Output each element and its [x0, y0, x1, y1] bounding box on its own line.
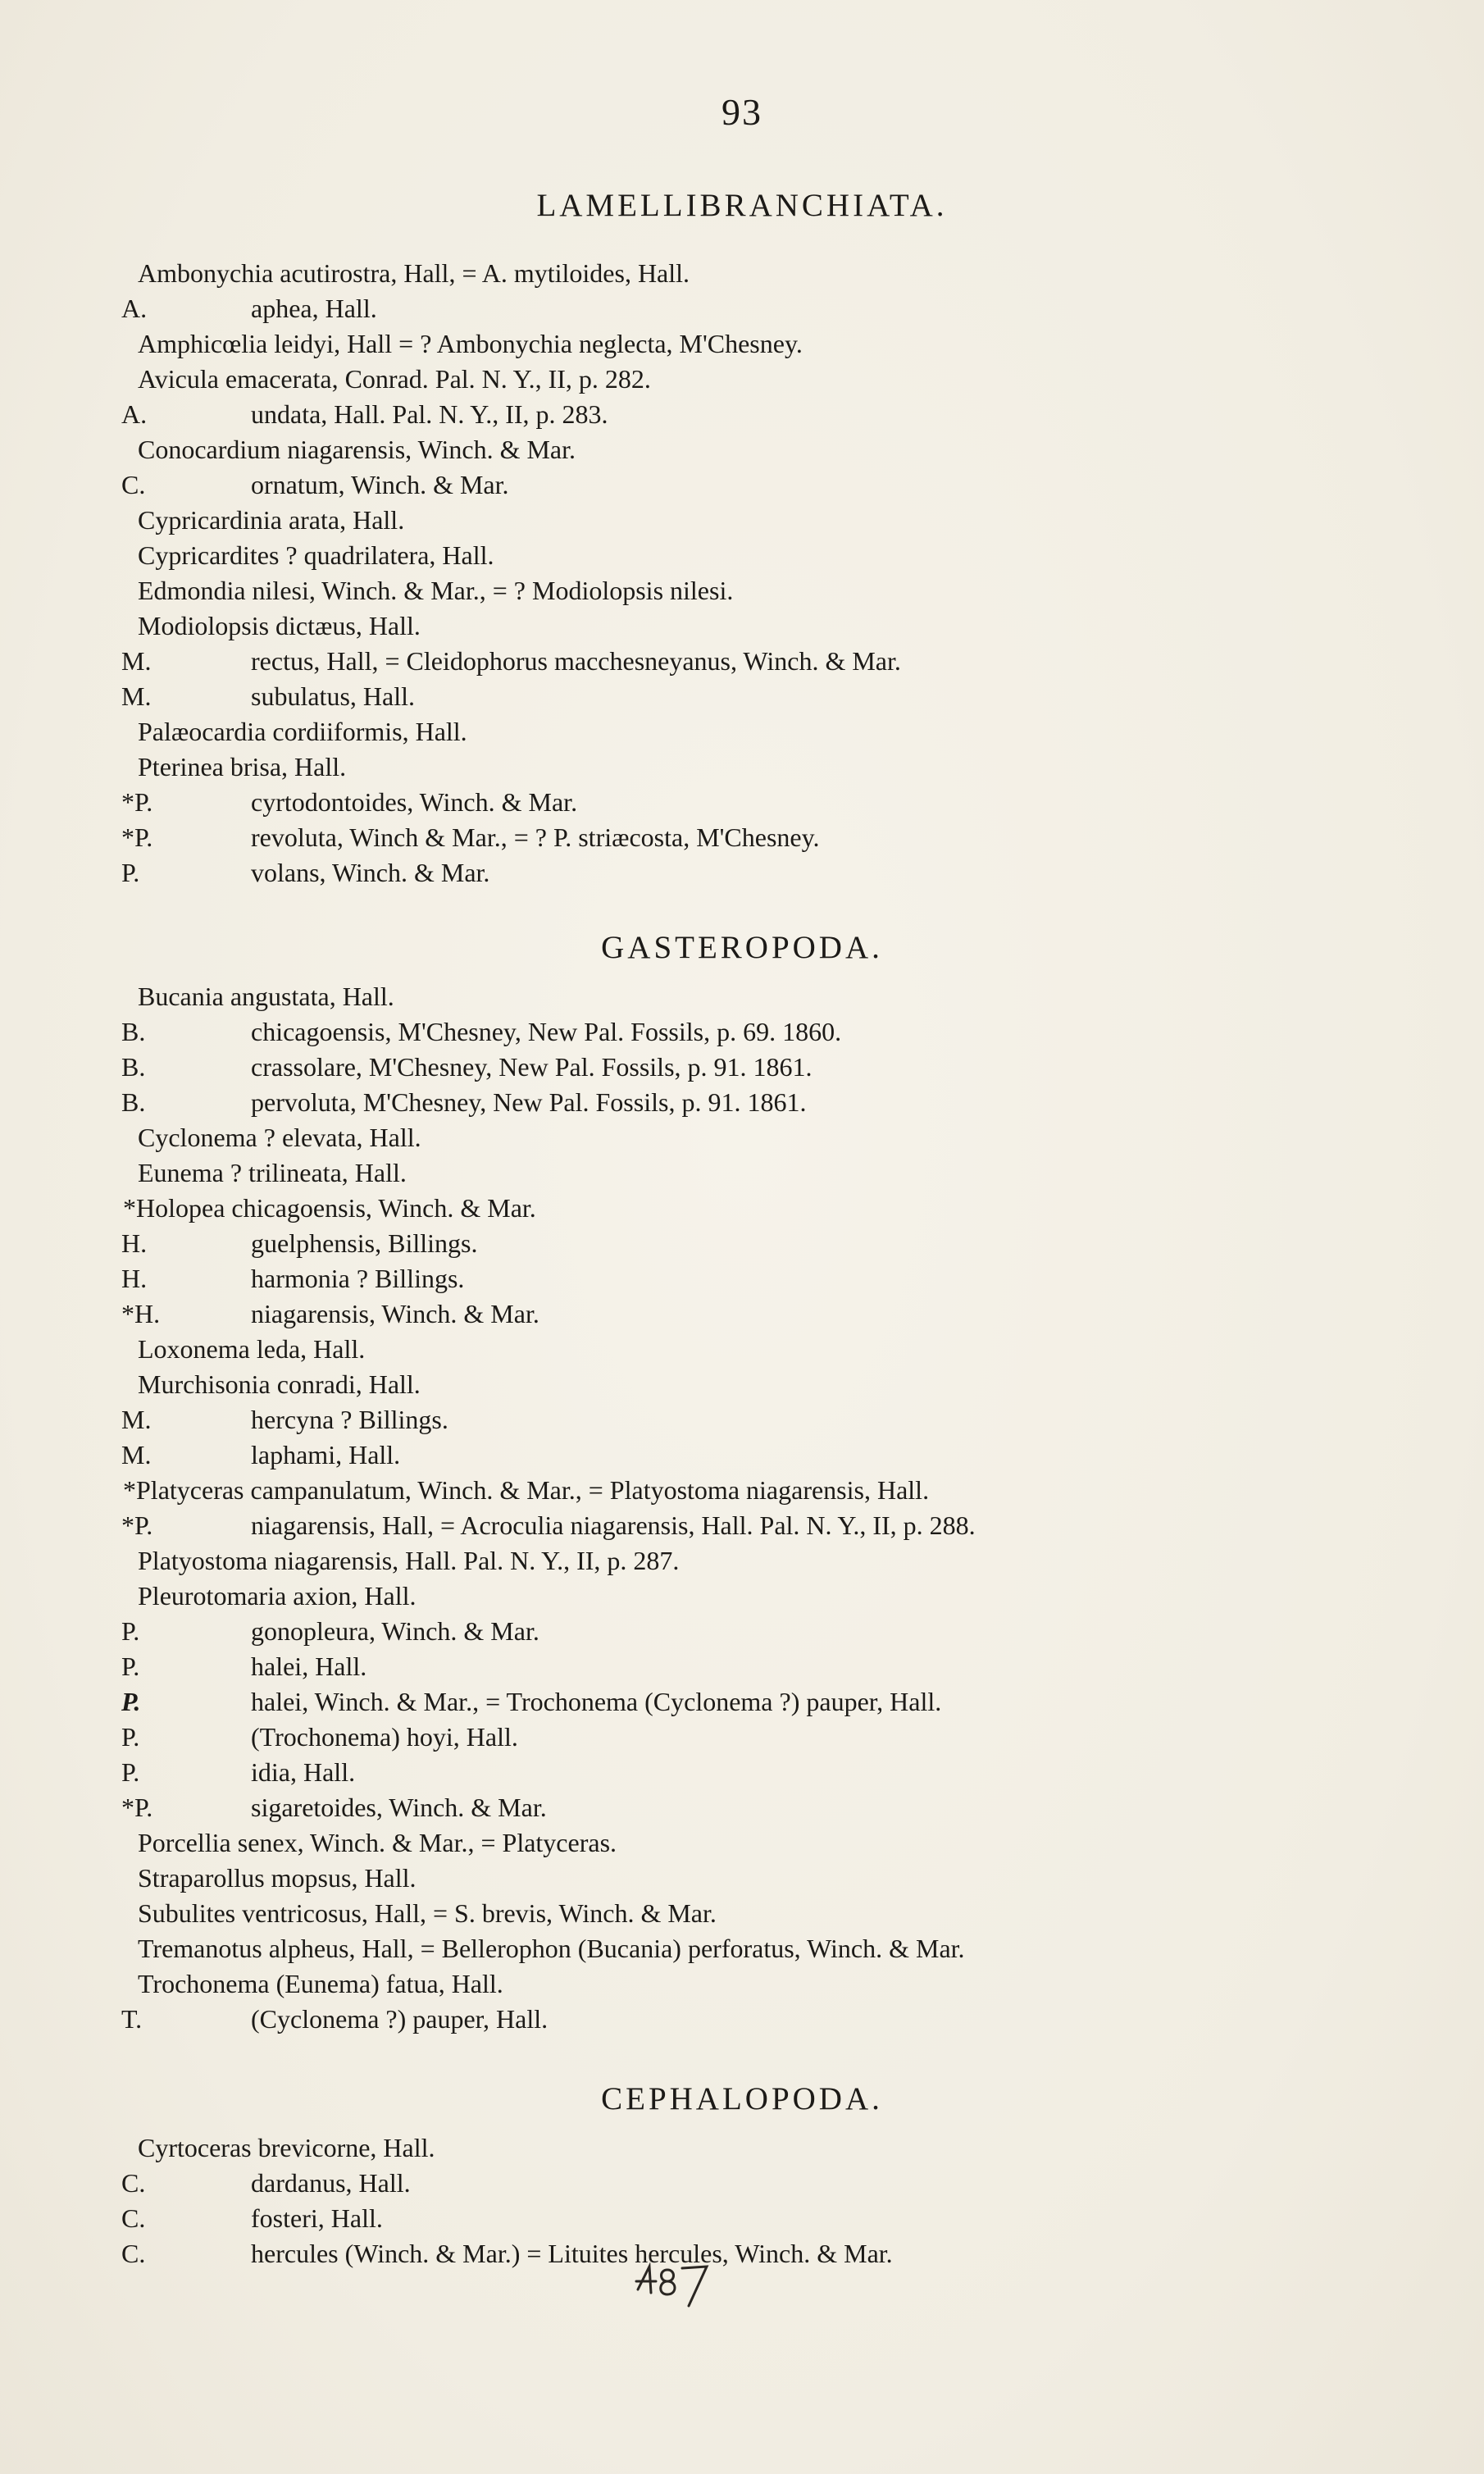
list-item: Amphicœlia leidyi, Hall = ? Ambonychia neglecta, M'Chesney.	[138, 329, 803, 358]
list-item: Porcellia senex, Winch. & Mar., = Platyceras.	[138, 1828, 617, 1857]
list-item: Eunema ? trilineata, Hall.	[138, 1158, 407, 1187]
list-item: *Holopea chicagoensis, Winch. & Mar.	[123, 1193, 536, 1223]
list-item: *P. niagarensis, Hall, = Acroculia niagarensis, Hall. Pal. N. Y., II, p. 288.	[121, 1510, 976, 1540]
list-item: M. hercyna ? Billings.	[121, 1405, 448, 1434]
handwritten-note-icon	[631, 2257, 713, 2309]
list-item: Platyostoma niagarensis, Hall. Pal. N. Y., II, p. 287.	[138, 1546, 680, 1575]
list-item: Trochonema (Eunema) fatua, Hall.	[138, 1969, 503, 1998]
list-item: M. rectus, Hall, = Cleidophorus macchesneyanus, Winch. & Mar.	[121, 646, 901, 676]
list-item: B. crassolare, M'Chesney, New Pal. Fossils, p. 91. 1861.	[121, 1052, 813, 1082]
list-item: Loxonema leda, Hall.	[138, 1334, 366, 1364]
list-item: Modiolopsis dictæus, Hall.	[138, 611, 421, 640]
list-item: *P. sigaretoides, Winch. & Mar.	[121, 1793, 547, 1822]
section-heading-cephalopoda: CEPHALOPODA.	[601, 2081, 883, 2116]
list-item: Murchisonia conradi, Hall.	[138, 1369, 421, 1399]
list-item: B. chicagoensis, M'Chesney, New Pal. Fossils, p. 69. 1860.	[121, 1017, 842, 1046]
list-item: P. gonopleura, Winch. & Mar.	[121, 1616, 539, 1646]
section-heading-gasteropoda: GASTEROPODA.	[601, 930, 883, 965]
list-item: C. hercules (Winch. & Mar.) = Lituites hercules, Winch. & Mar.	[121, 2239, 893, 2268]
list-item: Cyrtoceras brevicorne, Hall.	[138, 2133, 435, 2162]
list-item: Pleurotomaria axion, Hall.	[138, 1581, 417, 1611]
list-item: *P. revoluta, Winch & Mar., = ? P. striæcosta, M'Chesney.	[121, 822, 820, 852]
list-item: P. halei, Hall.	[121, 1652, 367, 1681]
list-item: *Platyceras campanulatum, Winch. & Mar., = Platyostoma niagarensis, Hall.	[123, 1475, 930, 1505]
list-item: Cyclonema ? elevata, Hall.	[138, 1123, 421, 1152]
list-item: A. aphea, Hall.	[121, 294, 377, 323]
list-item: P. (Trochonema) hoyi, Hall.	[121, 1722, 518, 1752]
list-item: C. ornatum, Winch. & Mar.	[121, 470, 509, 499]
list-item: *P. cyrtodontoides, Winch. & Mar.	[121, 787, 578, 817]
list-item: Edmondia nilesi, Winch. & Mar., = ? Modiolopsis nilesi.	[138, 576, 734, 605]
list-item: P. halei, Winch. & Mar., = Trochonema (Cyclonema ?) pauper, Hall.	[121, 1687, 942, 1716]
list-item: Conocardium niagarensis, Winch. & Mar.	[138, 435, 576, 464]
list-item: Subulites ventricosus, Hall, = S. brevis, Winch. & Mar.	[138, 1898, 717, 1928]
list-item: Cypricardites ? quadrilatera, Hall.	[138, 540, 494, 570]
list-item: Pterinea brisa, Hall.	[138, 752, 347, 781]
list-item: C. fosteri, Hall.	[121, 2203, 383, 2233]
list-item: Palæocardia cordiiformis, Hall.	[138, 717, 467, 746]
list-item: T. (Cyclonema ?) pauper, Hall.	[121, 2004, 549, 2034]
list-item: Ambonychia acutirostra, Hall, = A. mytiloides, Hall.	[138, 258, 690, 288]
list-item: M. subulatus, Hall.	[121, 681, 415, 711]
list-item: B. pervoluta, M'Chesney, New Pal. Fossils, p. 91. 1861.	[121, 1087, 807, 1117]
list-item: H. harmonia ? Billings.	[121, 1264, 465, 1293]
list-item: H. guelphensis, Billings.	[121, 1228, 478, 1258]
section-heading-lamellibranchiata: LAMELLIBRANCHIATA.	[536, 188, 948, 223]
list-item: M. laphami, Hall.	[121, 1440, 401, 1469]
list-item: A. undata, Hall. Pal. N. Y., II, p. 283.	[121, 399, 608, 429]
list-item: C. dardanus, Hall.	[121, 2168, 411, 2198]
list-item: Bucania angustata, Hall.	[138, 982, 394, 1011]
list-item: Cypricardinia arata, Hall.	[138, 505, 405, 535]
page-number: 93	[722, 91, 762, 133]
list-item: P. idia, Hall.	[121, 1757, 356, 1787]
list-item: Straparollus mopsus, Hall.	[138, 1863, 417, 1893]
list-item: Avicula emacerata, Conrad. Pal. N. Y., II, p. 282.	[138, 364, 651, 394]
list-item: P. volans, Winch. & Mar.	[121, 858, 490, 887]
list-item: Tremanotus alpheus, Hall, = Bellerophon (Bucania) perforatus, Winch. & Mar.	[138, 1934, 965, 1963]
list-item: *H. niagarensis, Winch. & Mar.	[121, 1299, 539, 1328]
